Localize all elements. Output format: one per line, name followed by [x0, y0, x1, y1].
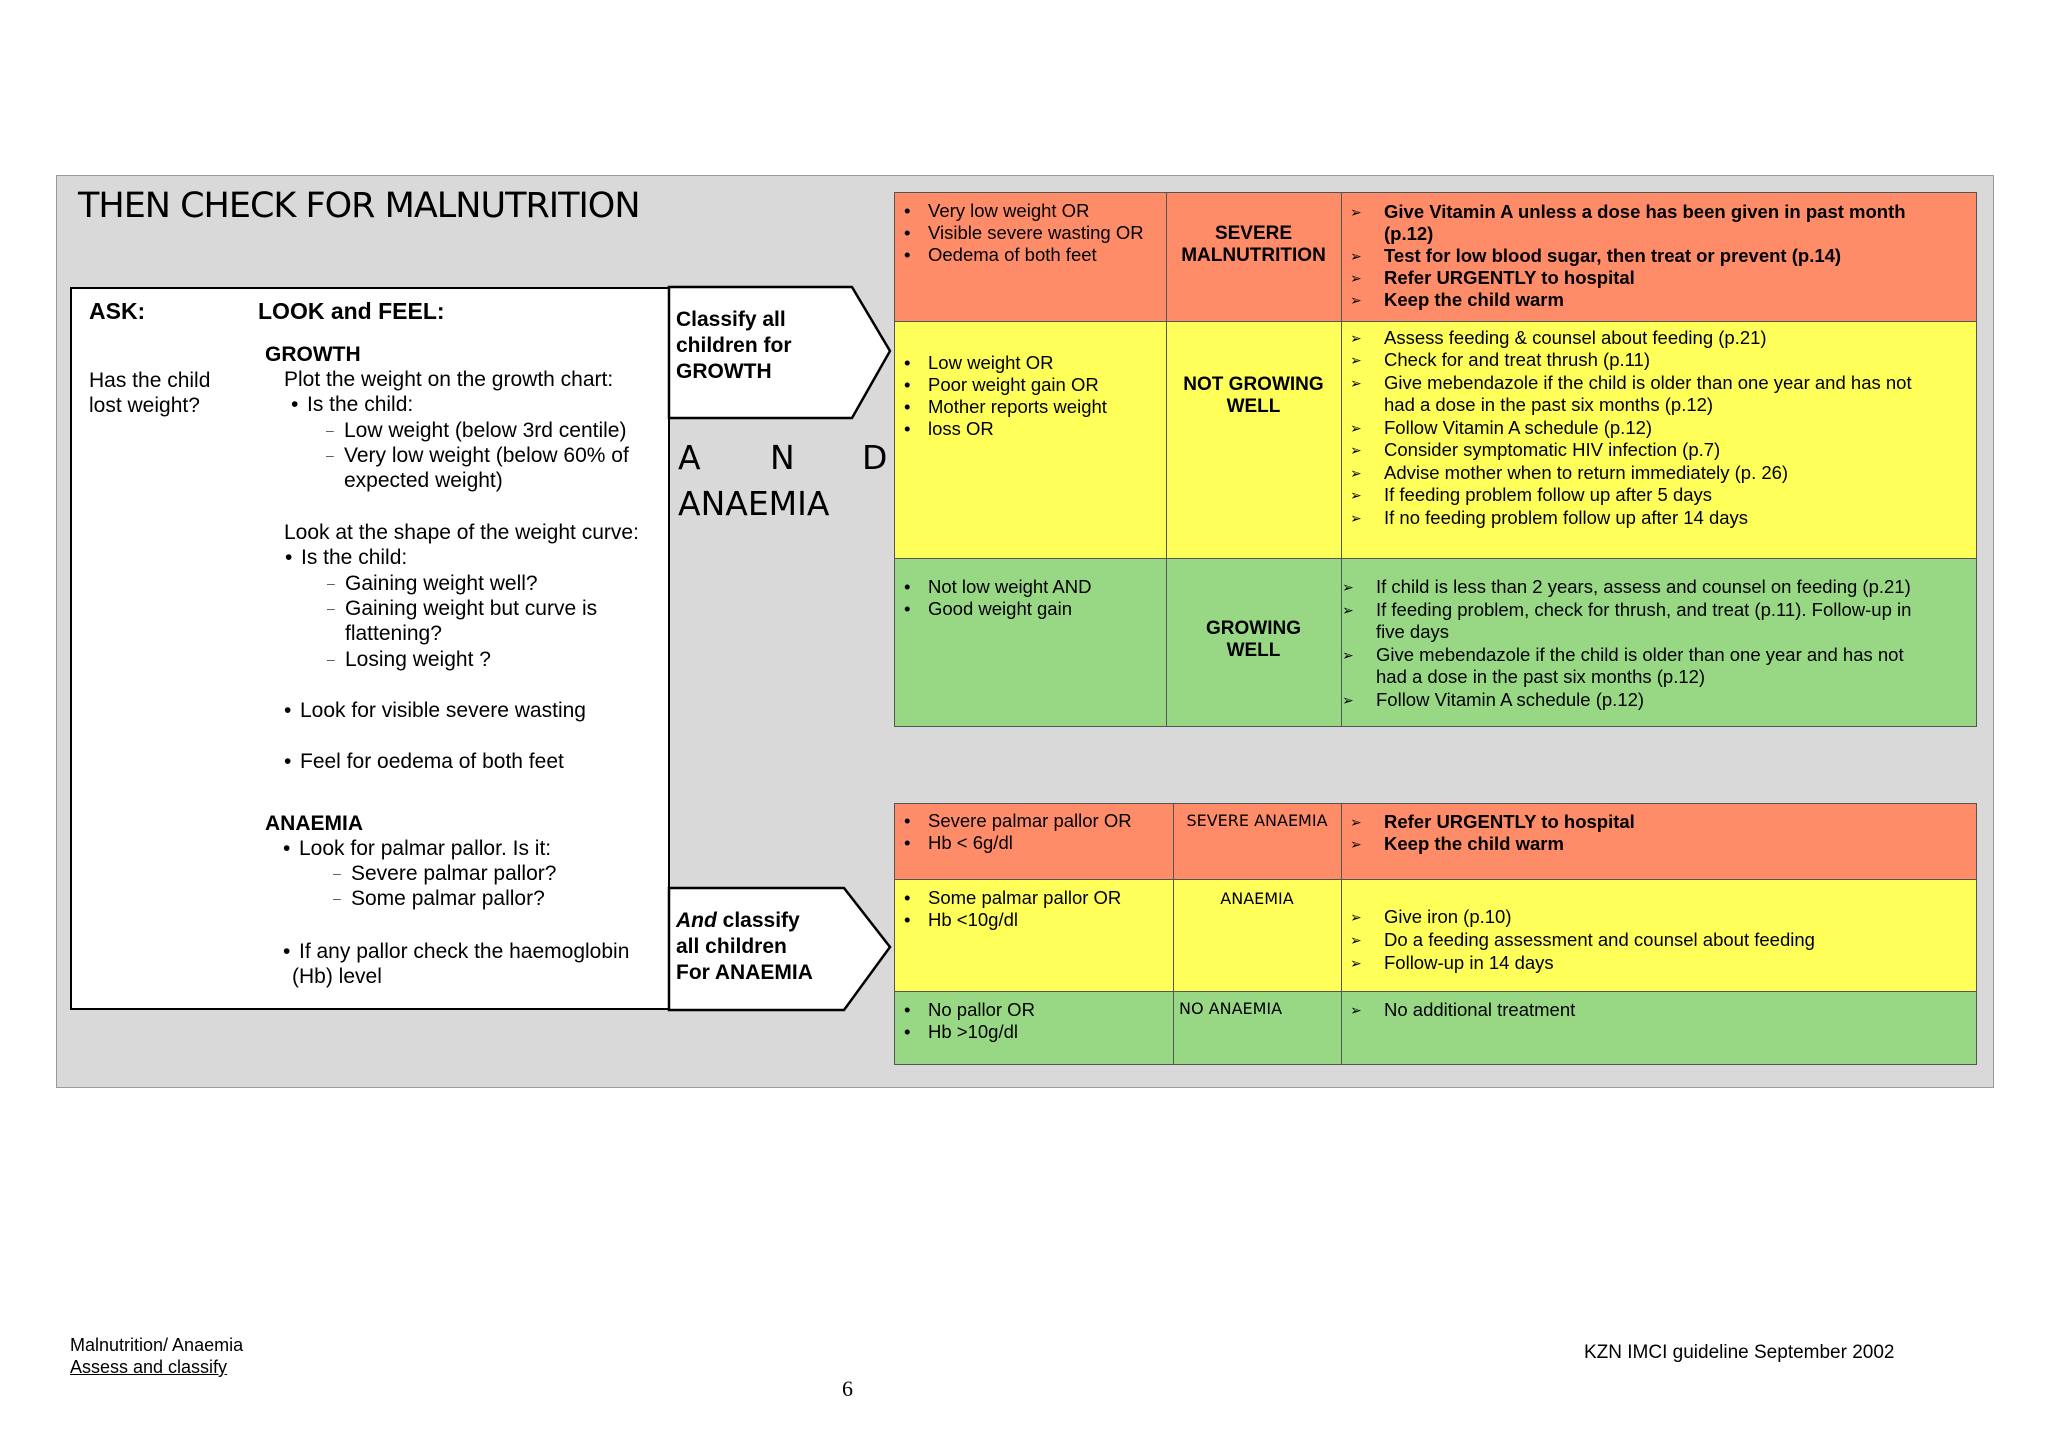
action-item: ➢ Keep the child warm [1384, 833, 1564, 856]
action-item: ➢ Check for and treat thrush (p.11) [1384, 349, 1650, 372]
ask-label: ASK: [89, 298, 146, 324]
classification-line: WELL [1226, 640, 1281, 661]
look-feel-label: LOOK and FEEL: [258, 298, 445, 324]
growth-row-severe [894, 192, 1977, 322]
anaemia-row-severe [894, 803, 1977, 880]
classification-line: WELL [1226, 396, 1281, 417]
palmar-bullet: • Look for palmar pallor. Is it: [299, 836, 551, 861]
action-item: ➢ Follow-up in 14 days [1384, 952, 1554, 975]
classification-no-anaemia: NO ANAEMIA [1179, 999, 1283, 1018]
sign-item: • Good weight gain [928, 598, 1072, 621]
look-shape-instruction: Look at the shape of the weight curve: [284, 521, 639, 544]
action-item: ➢ Keep the child warm [1384, 289, 1564, 312]
oedema-bullet: • Feel for oedema of both feet [300, 749, 564, 774]
gaining-flattening-item-cont: flattening? [345, 622, 442, 645]
sign-item: • Severe palmar pallor OR [928, 810, 1132, 833]
action-item: ➢ Do a feeding assessment and counsel about feeding [1384, 929, 1815, 952]
action-item: ➢ Give mebendazole if the child is older than one year and has not [1384, 372, 1912, 395]
action-item-cont: five days [1376, 621, 1450, 642]
classification-anaemia: ANAEMIA [1220, 889, 1294, 908]
classify-growth-line2: children for [676, 334, 792, 357]
growth-row-not-growing [894, 321, 1977, 559]
action-item: ➢ If feeding problem, check for thrush, and treat (p.11). Follow-up in [1376, 599, 1911, 622]
action-item: ➢ If feeding problem follow up after 5 days [1384, 484, 1712, 507]
classification-line: MALNUTRITION [1181, 245, 1326, 266]
classification-line: NOT GROWING [1183, 374, 1324, 395]
sign-item: • Oedema of both feet [928, 244, 1097, 267]
classification-growing-well [1166, 618, 1341, 662]
sign-item: • Not low weight AND [928, 576, 1091, 599]
action-item: ➢ Refer URGENTLY to hospital [1384, 811, 1635, 834]
classify-anaemia-word: classify [716, 909, 800, 932]
sign-text: loss OR [928, 418, 994, 439]
sign-item: • Very low weight OR [928, 200, 1089, 223]
and-anaemia-label: ANAEMIA [678, 484, 830, 523]
anaemia-row-anaemia [894, 879, 1977, 992]
sign-item: • Some palmar pallor OR [928, 887, 1121, 910]
anaemia-row-no-anaemia [894, 991, 1977, 1065]
footer-section-subtitle: Assess and classify [70, 1357, 228, 1377]
sign-item: • Mother reports weight [928, 396, 1107, 419]
classify-growth-line3: GROWTH [676, 360, 772, 383]
and-letter-n: N [770, 438, 795, 477]
sign-item: • Poor weight gain OR [928, 374, 1099, 397]
classification-severe-malnutrition [1166, 223, 1341, 267]
is-child-bullet-2: • Is the child: [301, 545, 407, 570]
action-item: ➢ Refer URGENTLY to hospital [1384, 267, 1635, 290]
sign-item: • Hb >10g/dl [928, 1021, 1018, 1044]
sign-item-cont [928, 418, 994, 441]
ask-question-line1: Has the child [89, 369, 211, 392]
classification-not-growing-well [1166, 374, 1341, 418]
sign-item: • Low weight OR [928, 352, 1053, 375]
hb-bullet: • If any pallor check the haemoglobin [299, 939, 629, 964]
sign-item: • Hb <10g/dl [928, 909, 1018, 932]
action-item: ➢ Assess feeding & counsel about feeding (p.21) [1384, 327, 1767, 350]
footer-section-title: Malnutrition/ Anaemia [70, 1335, 244, 1355]
is-child-bullet-1: • Is the child: [307, 392, 413, 417]
classify-growth-line1: Classify all [676, 308, 786, 331]
action-item: ➢ Give mebendazole if the child is older than one year and has not [1376, 644, 1904, 667]
action-item: ➢ Give Vitamin A unless a dose has been given in past month [1384, 201, 1906, 224]
sign-item: • Hb < 6g/dl [928, 832, 1013, 855]
classify-anaemia-and: And [676, 909, 717, 932]
classification-severe-anaemia: SEVERE ANAEMIA [1186, 811, 1328, 830]
growth-row-growing-well [894, 558, 1977, 727]
action-item-cont: had a dose in the past six months (p.12) [1384, 394, 1714, 415]
sign-item: • No pallor OR [928, 999, 1035, 1022]
classification-line: SEVERE [1214, 223, 1293, 244]
action-item: ➢ Follow Vitamin A schedule (p.12) [1376, 689, 1644, 712]
low-weight-item: – Low weight (below 3rd centile) [344, 418, 626, 443]
action-item: ➢ No additional treatment [1384, 999, 1575, 1022]
losing-weight-item: – Losing weight ? [345, 647, 491, 672]
ask-question-line2: lost weight? [89, 394, 200, 417]
and-letter-a: A [678, 438, 701, 477]
classification-line: GROWING [1206, 618, 1301, 639]
hb-bullet-cont: (Hb) level [292, 965, 382, 988]
page-number: 6 [842, 1376, 853, 1401]
footer-guideline-label: KZN IMCI guideline September 2002 [1584, 1342, 1895, 1363]
action-item: ➢ Give iron (p.10) [1384, 906, 1512, 929]
classify-anaemia-line3: For ANAEMIA [676, 961, 813, 984]
gaining-flattening-item: – Gaining weight but curve is [345, 596, 597, 621]
action-item: ➢ Consider symptomatic HIV infection (p.7) [1384, 439, 1720, 462]
some-palmar-item: – Some palmar pallor? [351, 886, 545, 911]
wasting-bullet: • Look for visible severe wasting [300, 698, 586, 723]
action-item: ➢ Test for low blood sugar, then treat or prevent (p.14) [1384, 245, 1841, 268]
growth-heading: GROWTH [265, 343, 361, 366]
very-low-weight-item-cont: expected weight) [344, 469, 503, 492]
and-letter-d: D [862, 438, 888, 477]
sign-item: • Visible severe wasting OR [928, 222, 1144, 245]
action-item-cont: had a dose in the past six months (p.12) [1376, 666, 1706, 687]
severe-palmar-item: – Severe palmar pallor? [351, 861, 556, 886]
classify-anaemia-line2: all children [676, 935, 787, 958]
gaining-well-item: – Gaining weight well? [345, 571, 538, 596]
page-title: THEN CHECK FOR MALNUTRITION [78, 186, 640, 226]
action-item: ➢ If child is less than 2 years, assess and counsel on feeding (p.21) [1376, 576, 1911, 599]
action-item: ➢ If no feeding problem follow up after 14 days [1384, 507, 1748, 530]
classify-anaemia-line1 [676, 908, 800, 934]
very-low-weight-item: – Very low weight (below 60% of [344, 443, 629, 468]
plot-instruction: Plot the weight on the growth chart: [284, 368, 614, 391]
action-item: ➢ Follow Vitamin A schedule (p.12) [1384, 417, 1652, 440]
action-item: ➢ Advise mother when to return immediately (p. 26) [1384, 462, 1788, 485]
action-item-cont: (p.12) [1384, 223, 1434, 244]
anaemia-heading: ANAEMIA [265, 812, 363, 835]
